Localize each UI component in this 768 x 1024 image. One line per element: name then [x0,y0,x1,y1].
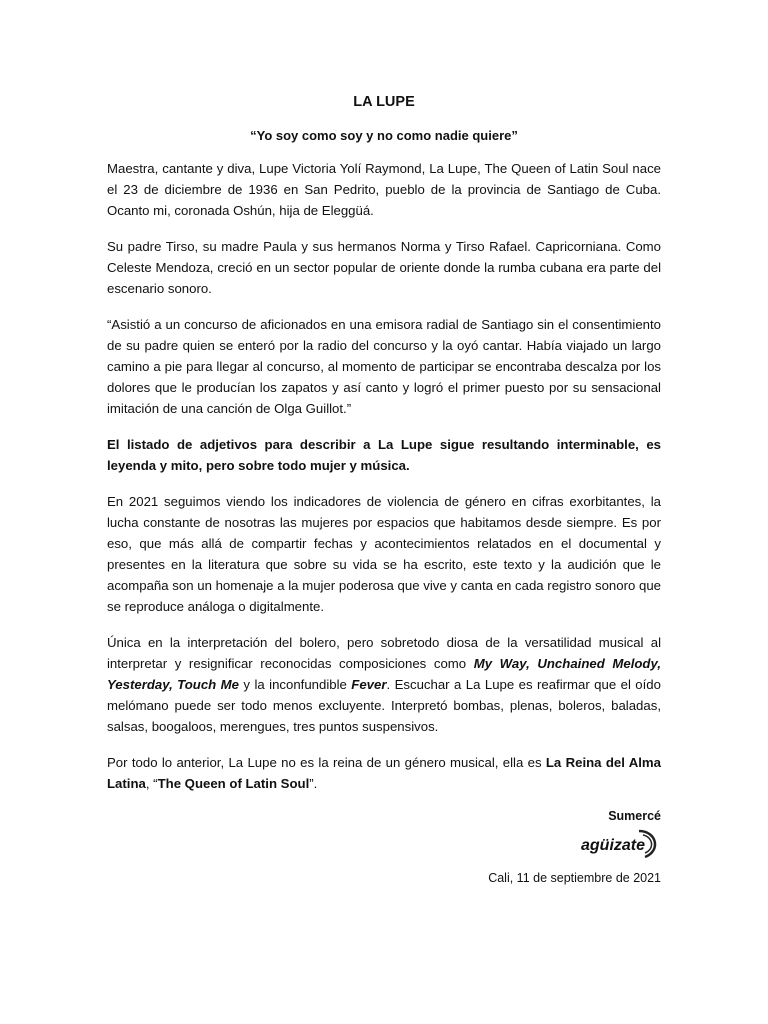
document-date: Cali, 11 de septiembre de 2021 [488,871,661,885]
paragraph-5: En 2021 seguimos viendo los indicadores de violencia de género en cifras exorbitantes, la lucha constante de nosotras las mujeres por espacios que habitamos desde siempre. Es por eso, que más allá de compartir fechas y acontecimientos relatados en el documental y presentes en la literatura que sobre su vida se ha escrito, este texto y la audición que le acompaña son un homenaje a la mujer poderosa que vive y canta en cada registro sonoro que se reproduce análoga o digitalmente. [107,494,661,614]
paragraph-6-song-list: My Way, Unchained Melody, Yesterday, Touch Me [107,656,661,692]
logo-text: agüizate [581,837,646,854]
paragraph-7-text-a: Por todo lo anterior, La Lupe no es la reina de un género musical, ella es [107,755,546,770]
paragraph-6-song-fever: Fever [351,677,387,692]
paragraph-7-queen: The Queen of Latin Soul [157,776,310,791]
paragraph-7-text-c: , “ [145,776,158,791]
signature: Sumercé [608,809,661,823]
paragraph-3: “Asistió a un concurso de aficionados en una emisora radial de Santiago sin el consentimiento de su padre quien se enteró por la radio del concurso y la oyó cantar. Había viajado un largo camino a pie para llegar al concurso, al momento de participar se encontraba descalza por los dolores que le producían los zapatos y así canto y logró el primer puesto por su sensacional imitación de una canción de Olga Guillot.” [107,317,661,416]
paragraph-6-text-a: Única en la interpretación del bolero, pero sobretodo diosa de la versatilidad musical al interpretar y resignificar reconocidas composiciones como [107,635,661,671]
paragraph-6-text-e: . Escuchar a La Lupe es reafirmar que el oído melómano puede ser todo menos excluyente. Interpretó bombas, plenas, boleros, baladas, salsas, boogaloos, merengues, tres puntos suspensivos. [107,677,661,734]
paragraph-7-text-e: ”. [309,776,318,791]
paragraph-7-reina: La Reina del Alma Latina [107,755,661,791]
paragraph-7 [107,752,661,794]
paragraph-2: Su padre Tirso, su madre Paula y sus hermanos Norma y Tirso Rafael. Capricorniana. Como Celeste Mendoza, creció en un sector popular de oriente donde la rumba cubana era parte del escenario sonoro. [107,239,661,296]
paragraph-1: Maestra, cantante y diva, Lupe Victoria Yolí Raymond, La Lupe, The Queen of Latin Soul nace el 23 de diciembre de 1936 en San Pedrito, pueblo de la provincia de Santiago de Cuba. Ocanto mi, coronada Oshún, hija de Eleggüá. [107,161,661,218]
document-quote: “Yo soy como soy y no como nadie quiere” [250,128,518,143]
paragraph-6-text-c: y la inconfundible [238,677,352,692]
paragraph-4: El listado de adjetivos para describir a La Lupe sigue resultando interminable, es leyenda y mito, pero sobre todo mujer y música. [107,437,661,473]
logo-container [107,827,661,861]
paragraph-6 [107,632,661,737]
document-title: LA LUPE [353,94,415,110]
aguizate-logo [579,827,661,861]
